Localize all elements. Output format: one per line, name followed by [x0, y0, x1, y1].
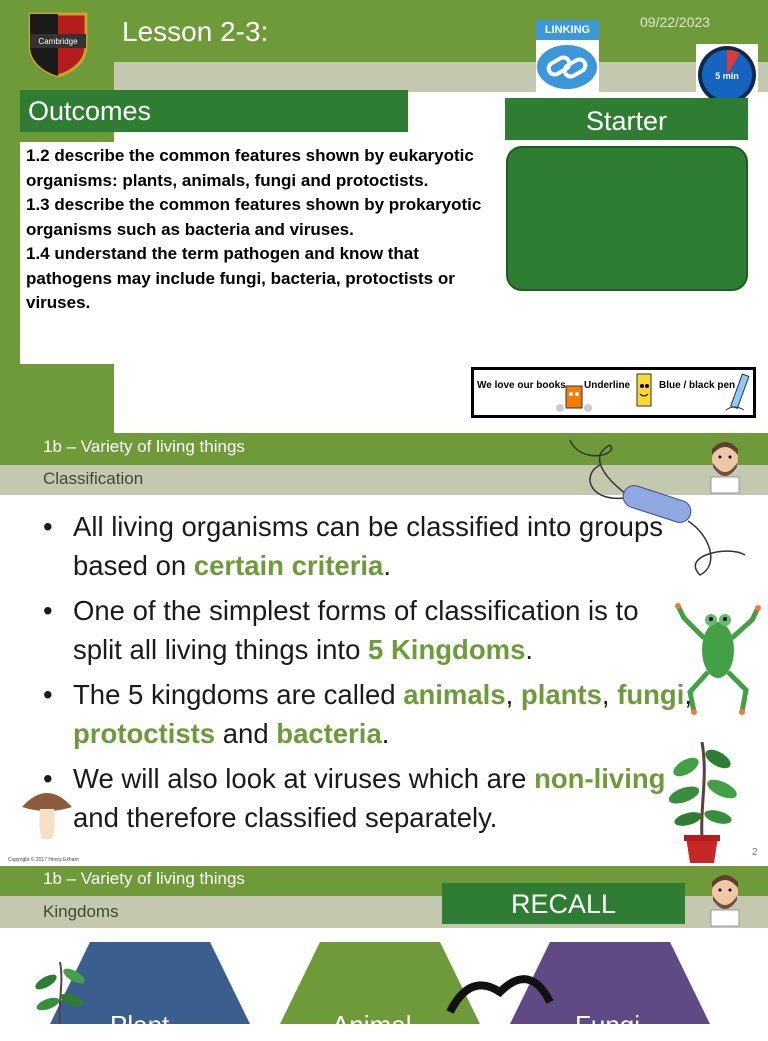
svg-text:Cambridge: Cambridge	[38, 37, 78, 46]
lesson-date: 09/22/2023	[640, 14, 711, 30]
starter-panel	[506, 146, 748, 291]
outcome-item: 1.2 describe the common features shown by eukaryotic organisms: plants, animals, fungi and protoctists.	[26, 146, 474, 190]
topic-title: 1b – Variety of living things	[43, 437, 245, 456]
linking-label: LINKING	[536, 20, 599, 40]
topic-title: 1b – Variety of living things	[43, 869, 245, 888]
classroom-rules-banner	[471, 367, 756, 418]
rule-underline: Underline	[584, 380, 631, 391]
kingdom-fungi-label: Fungi	[575, 1010, 641, 1040]
left-sidebar-lower	[0, 365, 114, 433]
stopwatch-icon	[696, 44, 758, 106]
frog-icon	[676, 598, 760, 716]
link-chain-icon	[536, 40, 599, 94]
classification-bullet-list	[43, 507, 693, 843]
slide-kingdoms	[0, 866, 768, 1040]
bullet-item: • We will also look at viruses which are non-living and therefore classified separately.	[43, 759, 693, 837]
outcome-item: 1.4 understand the term pathogen and know that pathogens may include fungi, bacteria, protoctists or viruses.	[26, 244, 455, 312]
outcomes-heading: Outcomes	[20, 90, 408, 132]
lesson-title: Lesson 2-3:	[122, 16, 269, 47]
recall-banner: RECALL	[442, 883, 685, 924]
teacher-avatar	[705, 870, 745, 926]
bullet-item: • The 5 kingdoms are called animals, plants, fungi, protoctists and bacteria.	[43, 675, 693, 753]
starter-heading: Starter	[505, 98, 748, 140]
slide-lesson-intro	[0, 0, 768, 433]
potted-plant-icon	[656, 737, 748, 863]
subtopic-title: Classification	[43, 469, 144, 488]
rule-pen: Blue / black pen	[659, 380, 736, 391]
outcomes-list	[20, 142, 490, 364]
timer-widget	[696, 44, 758, 106]
slide-number: 2	[752, 847, 758, 858]
kingdom-animal-label: Animal	[332, 1010, 412, 1040]
outcome-item: 1.3 describe the common features shown by prokaryotic organisms such as bacteria and viruses.	[26, 195, 482, 239]
bullet-item: • All living organisms can be classified into groups based on certain criteria.	[43, 507, 693, 585]
bullet-item: • One of the simplest forms of classification is to split all living things into 5 Kingdoms.	[43, 591, 693, 669]
linking-badge	[536, 20, 599, 94]
ruler-mascot-icon	[629, 372, 659, 414]
svg-text:5 min: 5 min	[715, 71, 739, 81]
copyright-notice: Copyright © 2017 Henry Exham	[8, 857, 79, 863]
pen-mascot-icon	[724, 372, 754, 414]
kingdom-plant-label: Plant	[110, 1010, 170, 1040]
title-band	[114, 62, 768, 92]
subtopic-title: Kingdoms	[43, 902, 119, 921]
slide-classification	[0, 433, 768, 865]
mushroom-icon	[20, 785, 74, 841]
rule-books: We love our books	[477, 380, 566, 391]
school-crest-icon	[28, 12, 88, 78]
